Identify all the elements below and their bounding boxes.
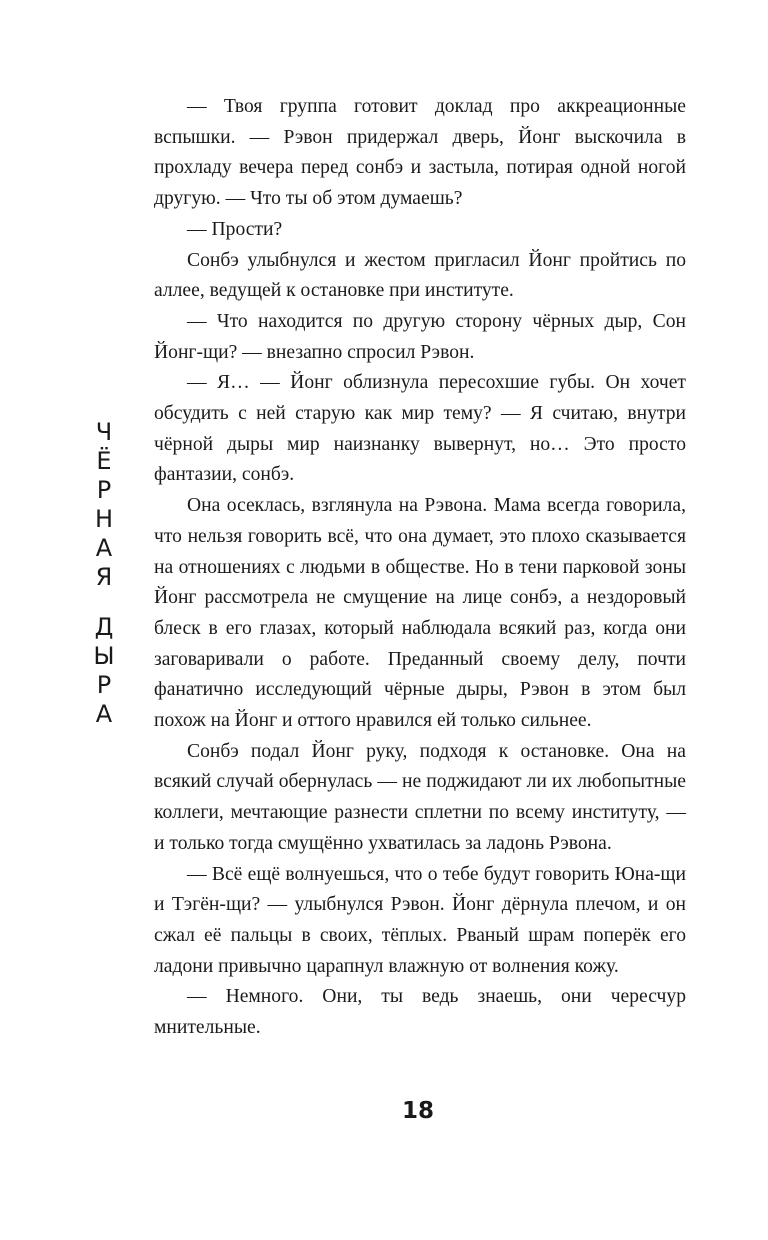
paragraph: — Твоя группа готовит доклад про аккреационные вспышки. — Рэвон придержал дверь, Йонг выскочила в прохладу вечера перед сонбэ и застыла, потирая одной ногой другую. — Что ты об этом думаешь? xyxy=(154,96,686,210)
paragraph: — Что находится по другую сторону чёрных дыр, Сон Йонг-щи? — внезапно спросил Рэвон. xyxy=(154,310,686,363)
running-title-letter: Ч xyxy=(95,418,113,446)
running-title-letter: Д xyxy=(94,613,114,641)
running-title-letter: А xyxy=(95,534,113,562)
paragraph: Сонбэ улыбнулся и жестом пригласил Йонг пройтись по аллее, ведущей к остановке при институте. xyxy=(154,249,686,302)
paragraph: — Всё ещё волнуешься, что о тебе будут говорить Юна-щи и Тэгён-щи? — улыбнулся Рэвон. Йонг дёрнула плечом, и он сжал её пальцы в своих, тёплых. Рваный шрам поперёк его ладони привычно царапнул влажную от волнения кожу. xyxy=(154,863,686,977)
running-title-letter: Ы xyxy=(93,642,115,670)
running-title-letter: Р xyxy=(96,671,112,699)
body-text xyxy=(154,92,686,1044)
running-title-vertical xyxy=(84,418,124,729)
running-title-letter: Ё xyxy=(96,447,112,475)
page-number: 18 xyxy=(401,1098,434,1124)
running-title-letter: Я xyxy=(95,563,113,591)
running-title-letter: А xyxy=(95,700,113,728)
paragraph: Она осеклась, взглянула на Рэвона. Мама всегда говорила, что нельзя говорить всё, что она думает, это плохо сказывается на отношениях с людьми в обществе. Но в тени парковой зоны Йонг рассмотрела не смущение на лице сонбэ, а нездоровый блеск в его глазах, который наблюдала всякий раз, когда они заговаривали о работе. Преданный своему делу, почти фанатично исследующий чёрные дыры, Рэвон в этом был похож на Йонг и оттого нравился ей только сильнее. xyxy=(154,495,686,732)
running-title-letter: Н xyxy=(94,505,114,533)
paragraph: Сонбэ подал Йонг руку, подходя к остановке. Она на всякий случай обернулась — не поджидают ли их любопытные коллеги, мечтающие разнести сплетни по всему институту, — и только тогда смущённо ухватилась за ладонь Рэвона. xyxy=(154,740,686,854)
paragraph: — Прости? xyxy=(187,218,283,240)
paragraph: — Немного. Они, ты ведь знаешь, они чересчур мнительные. xyxy=(154,986,686,1039)
paragraph: — Я… — Йонг облизнула пересохшие губы. Он хочет обсудить с ней старую как мир тему? — Я считаю, внутри чёрной дыры мир наизнанку вывернут, но… Это просто фантазии, сонбэ. xyxy=(154,372,686,486)
running-title-letter: Р xyxy=(96,476,112,504)
